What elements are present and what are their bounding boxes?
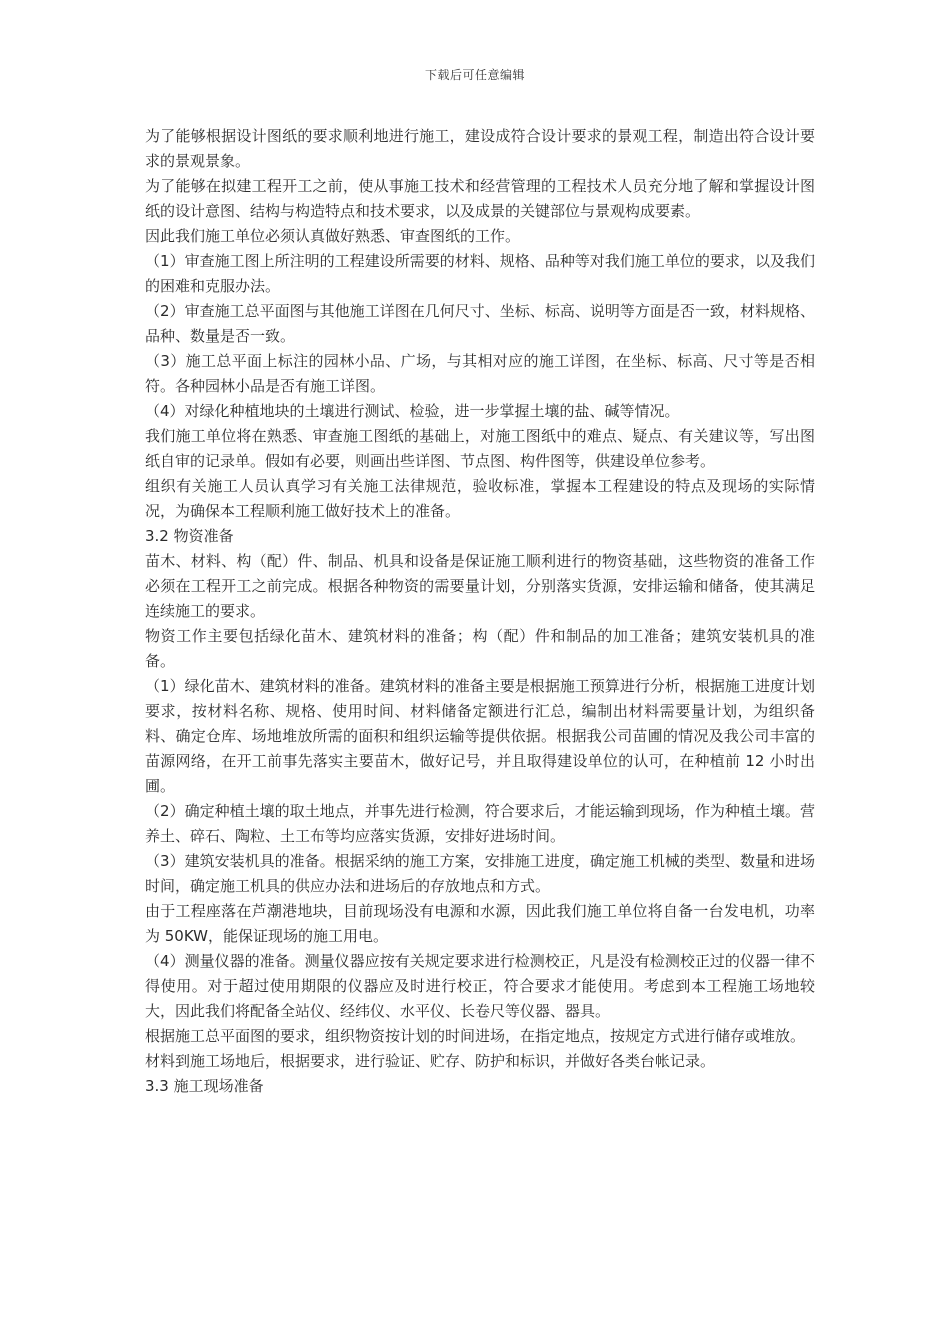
paragraph: 根据施工总平面图的要求，组织物资按计划的时间进场，在指定地点，按规定方式进行储存或堆放。 (145, 1027, 806, 1045)
page-header: 下载后可任意编辑 (424, 68, 525, 82)
paragraph: （2）确定种植土壤的取土地点，并事先进行检测，符合要求后，才能运输到现场，作为种植土壤。营养土、碎石、陶粒、土工布等均应落实货源，安排好进场时间。 (145, 802, 815, 845)
paragraph: 组织有关施工人员认真学习有关施工法律规范，验收标准，掌握本工程建设的特点及现场的实际情况，为确保本工程顺利施工做好技术上的准备。 (145, 477, 815, 520)
paragraph: （4）对绿化种植地块的土壤进行测试、检验，进一步掌握土壤的盐、碱等情况。 (145, 402, 680, 420)
paragraph: 我们施工单位将在熟悉、审查施工图纸的基础上，对施工图纸中的难点、疑点、有关建议等，写出图纸自审的记录单。假如有必要，则画出些详图、节点图、构件图等，供建设单位参考。 (145, 427, 815, 470)
paragraph: 物资工作主要包括绿化苗木、建筑材料的准备；构（配）件和制品的加工准备；建筑安装机具的准备。 (145, 627, 815, 670)
paragraph: 因此我们施工单位必须认真做好熟悉、审查图纸的工作。 (145, 227, 521, 245)
paragraph: （1）绿化苗木、建筑材料的准备。建筑材料的准备主要是根据施工预算进行分析，根据施工进度计划要求，按材料名称、规格、使用时间、材料储备定额进行汇总，编制出材料需要量计划，为组织备料、确定仓库、场地堆放所需的面积和组织运输等提供依据。根据我公司苗圃的情况及我公司丰富的苗源网络，在开工前事先落实主要苗木，做好记号，并且取得建设单位的认可，在种植前 12 小时出圃。 (145, 677, 815, 795)
paragraph: 为了能够根据设计图纸的要求顺利地进行施工，建设成符合设计要求的景观工程，制造出符合设计要求的景观景象。 (145, 127, 815, 170)
paragraph: （3）建筑安装机具的准备。根据采纳的施工方案，安排施工进度，确定施工机械的类型、数量和进场时间，确定施工机具的供应办法和进场后的存放地点和方式。 (145, 852, 815, 895)
document-body (145, 124, 815, 1099)
paragraph: （2）审查施工总平面图与其他施工详图在几何尺寸、坐标、标高、说明等方面是否一致，材料规格、品种、数量是否一致。 (145, 302, 815, 345)
section-heading: 3.2 物资准备 (145, 527, 234, 545)
paragraph: （3）施工总平面上标注的园林小品、广场，与其相对应的施工详图，在坐标、标高、尺寸等是否相符。各种园林小品是否有施工详图。 (145, 352, 815, 395)
paragraph: 由于工程座落在芦潮港地块，目前现场没有电源和水源，因此我们施工单位将自备一台发电机，功率为 50KW，能保证现场的施工用电。 (145, 902, 815, 945)
paragraph: 苗木、材料、构（配）件、制品、机具和设备是保证施工顺利进行的物资基础，这些物资的准备工作必须在工程开工之前完成。根据各种物资的需要量计划，分别落实货源，安排运输和储备，使其满足连续施工的要求。 (145, 552, 815, 620)
paragraph: （1）审查施工图上所注明的工程建设所需要的材料、规格、品种等对我们施工单位的要求，以及我们的困难和克服办法。 (145, 252, 815, 295)
paragraph: （4）测量仪器的准备。测量仪器应按有关规定要求进行检测校正，凡是没有检测校正过的仪器一律不得使用。对于超过使用期限的仪器应及时进行校正，符合要求才能使用。考虑到本工程施工场地较大，因此我们将配备全站仪、经纬仪、水平仪、长卷尺等仪器、器具。 (145, 952, 815, 1020)
paragraph: 材料到施工场地后，根据要求，进行验证、贮存、防护和标识，并做好各类台帐记录。 (145, 1052, 716, 1070)
section-heading: 3.3 施工现场准备 (145, 1077, 264, 1095)
paragraph: 为了能够在拟建工程开工之前，使从事施工技术和经营管理的工程技术人员充分地了解和掌握设计图纸的设计意图、结构与构造特点和技术要求，以及成景的关键部位与景观构成要素。 (145, 177, 815, 220)
